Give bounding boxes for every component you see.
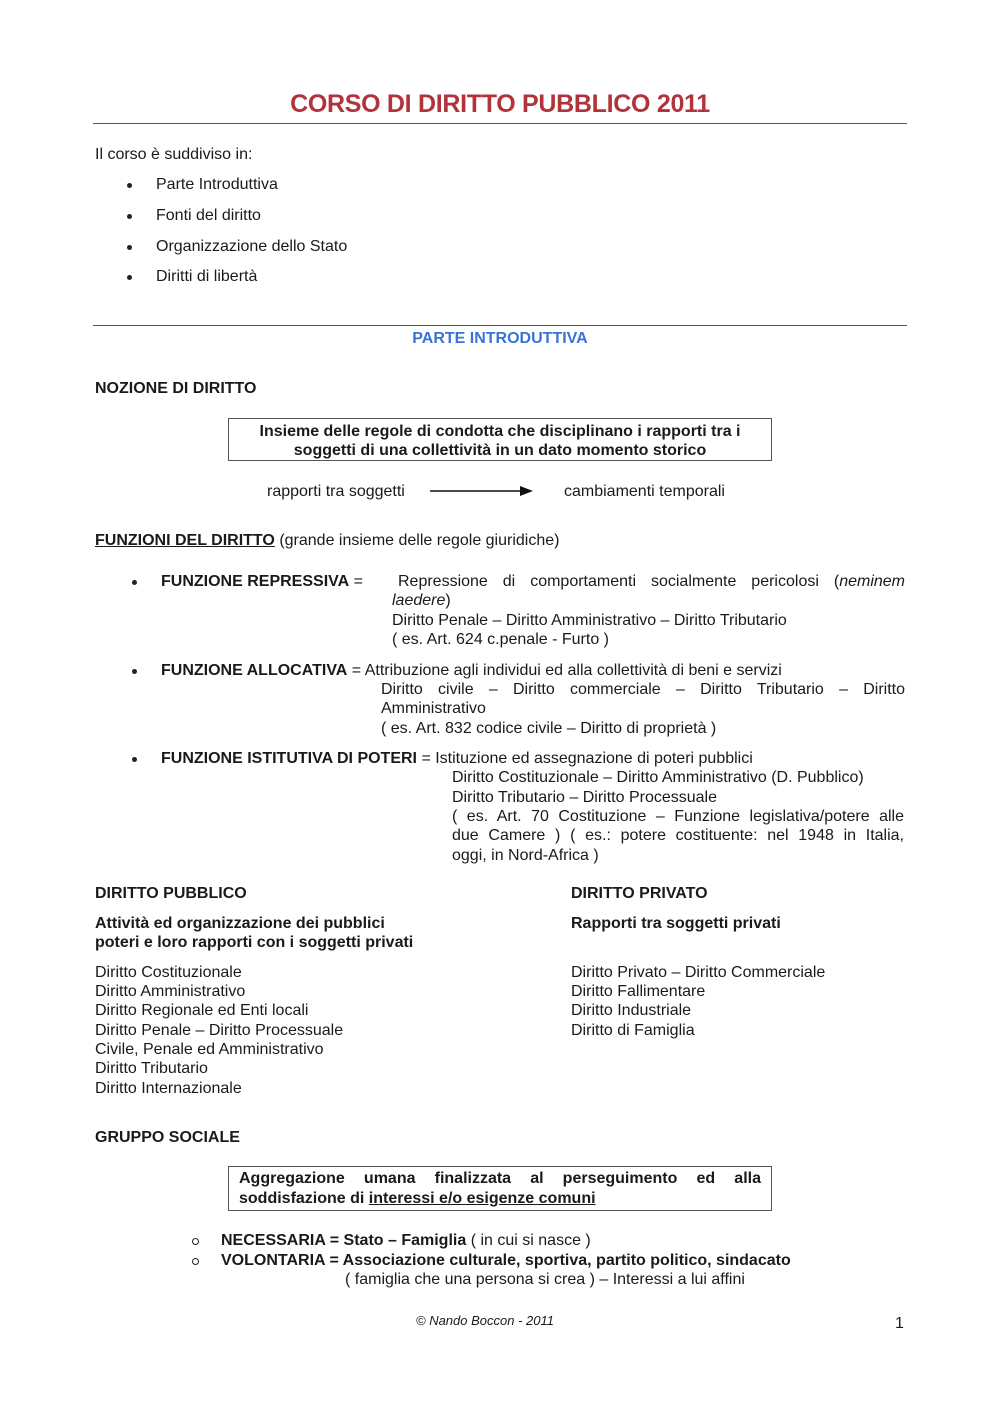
- funzione-repressiva-line: laedere): [392, 592, 451, 609]
- funzione-allocativa-line: Amministrativo: [381, 700, 486, 717]
- gruppo-heading: GRUPPO SOCIALE: [95, 1129, 240, 1146]
- gruppo-volontaria-note: ( famiglia che una persona si crea ) – Interessi a lui affini: [345, 1271, 745, 1288]
- bullet-icon: [132, 757, 137, 762]
- privato-item: Diritto Privato – Diritto Commerciale: [571, 964, 826, 981]
- funzione-istitutiva-line: due Camere ) ( es.: potere costituente: nel 1948 in Italia,: [452, 827, 904, 844]
- circle-bullet-icon: [192, 1258, 199, 1265]
- funzione-istitutiva-row: [161, 750, 753, 768]
- gruppo-box-line: Aggregazione umana finalizzata al perseguimento ed alla: [239, 1170, 761, 1187]
- funzione-allocativa-line: Attribuzione agli individui ed alla collettività di beni e servizi: [364, 662, 782, 679]
- bullet-icon: [132, 669, 137, 674]
- funzioni-heading-note: (grande insieme delle regole giuridiche): [279, 532, 560, 549]
- privato-heading: DIRITTO PRIVATO: [571, 885, 708, 902]
- funzione-allocativa-line: ( es. Art. 832 codice civile – Diritto di proprietà ): [381, 720, 717, 737]
- funzione-repressiva-line: ( es. Art. 624 c.penale - Furto ): [392, 631, 609, 648]
- funzione-repressiva-line: Diritto Penale – Diritto Amministrativo – Diritto Tributario: [392, 612, 787, 629]
- equals-sign: =: [353, 573, 363, 590]
- list-item: Parte Introduttiva: [156, 176, 278, 193]
- bullet-icon: [132, 580, 137, 585]
- page-number: 1: [895, 1315, 904, 1332]
- nozione-box-line: Insieme delle regole di condotta che disciplinano i rapporti tra i: [259, 423, 741, 440]
- section-divider: [93, 325, 907, 326]
- bullet-icon: [127, 245, 132, 250]
- funzione-istitutiva-line: Diritto Tributario – Diritto Processuale: [452, 789, 717, 806]
- funzione-allocativa-line: Diritto civile – Diritto commerciale – Diritto Tributario – Diritto: [381, 681, 905, 698]
- list-item: Organizzazione dello Stato: [156, 238, 348, 255]
- section-heading: PARTE INTRODUTTIVA: [412, 330, 588, 347]
- pubblico-item: Diritto Costituzionale: [95, 964, 242, 981]
- funzione-repressiva-line: Repressione di comportamenti socialmente pericolosi (neminem: [398, 573, 905, 590]
- list-item: Fonti del diritto: [156, 207, 261, 224]
- title-divider: [93, 123, 907, 124]
- pubblico-item: Diritto Amministrativo: [95, 983, 246, 1000]
- funzione-istitutiva-line: ( es. Art. 70 Costituzione – Funzione legislativa/potere alle: [452, 808, 904, 825]
- funzione-repressiva-label: [161, 573, 363, 591]
- privato-item: Diritto di Famiglia: [571, 1022, 695, 1039]
- nozione-definition-box: [228, 418, 772, 461]
- gruppo-necessaria: NECESSARIA = Stato – Famiglia ( in cui si nasce ): [221, 1232, 591, 1249]
- pubblico-item: Civile, Penale ed Amministrativo: [95, 1041, 324, 1058]
- gruppo-box-line: soddisfazione di interessi e/o esigenze comuni: [239, 1190, 596, 1207]
- bullet-icon: [127, 214, 132, 219]
- intro-lead: Il corso è suddiviso in:: [95, 146, 253, 163]
- arrow-right-label: cambiamenti temporali: [564, 483, 725, 500]
- privato-subheading: Rapporti tra soggetti privati: [571, 915, 781, 932]
- funzioni-heading-row: [95, 532, 559, 550]
- bullet-icon: [127, 275, 132, 280]
- funzione-allocativa-row: [161, 662, 782, 680]
- funzioni-heading: FUNZIONI DEL DIRITTO: [95, 532, 275, 549]
- pubblico-item: Diritto Penale – Diritto Processuale: [95, 1022, 344, 1039]
- pubblico-item: Diritto Tributario: [95, 1060, 208, 1077]
- right-arrow-icon: [430, 484, 534, 498]
- pubblico-item: Diritto Internazionale: [95, 1080, 242, 1097]
- page-title: CORSO DI DIRITTO PUBBLICO 2011: [290, 90, 710, 118]
- privato-item: Diritto Fallimentare: [571, 983, 706, 1000]
- funzione-istitutiva-line: oggi, in Nord-Africa ): [452, 847, 599, 864]
- bullet-icon: [127, 183, 132, 188]
- pubblico-item: Diritto Regionale ed Enti locali: [95, 1002, 309, 1019]
- equals-sign: =: [347, 662, 365, 679]
- pubblico-subheading: Attività ed organizzazione dei pubblici: [95, 915, 385, 932]
- pubblico-subheading: poteri e loro rapporti con i soggetti privati: [95, 934, 414, 951]
- pubblico-heading: DIRITTO PUBBLICO: [95, 885, 247, 902]
- nozione-box-line: soggetti di una collettività in un dato momento storico: [293, 442, 707, 459]
- funzione-label: FUNZIONE REPRESSIVA: [161, 573, 350, 590]
- footer-copyright: © Nando Boccon - 2011: [416, 1313, 554, 1328]
- list-item: Diritti di libertà: [156, 268, 258, 285]
- circle-bullet-icon: [192, 1238, 199, 1245]
- nozione-heading: NOZIONE DI DIRITTO: [95, 380, 257, 397]
- equals-sign: =: [417, 750, 436, 767]
- funzione-istitutiva-line: Diritto Costituzionale – Diritto Amministrativo (D. Pubblico): [452, 769, 864, 786]
- funzione-istitutiva-line: Istituzione ed assegnazione di poteri pubblici: [435, 750, 753, 767]
- funzione-label: FUNZIONE ISTITUTIVA DI POTERI: [161, 750, 417, 767]
- gruppo-volontaria: VOLONTARIA = Associazione culturale, sportiva, partito politico, sindacato: [221, 1252, 791, 1269]
- arrow-left-label: rapporti tra soggetti: [267, 483, 405, 500]
- gruppo-definition-box: [228, 1166, 772, 1211]
- funzione-label: FUNZIONE ALLOCATIVA: [161, 662, 348, 679]
- privato-item: Diritto Industriale: [571, 1002, 692, 1019]
